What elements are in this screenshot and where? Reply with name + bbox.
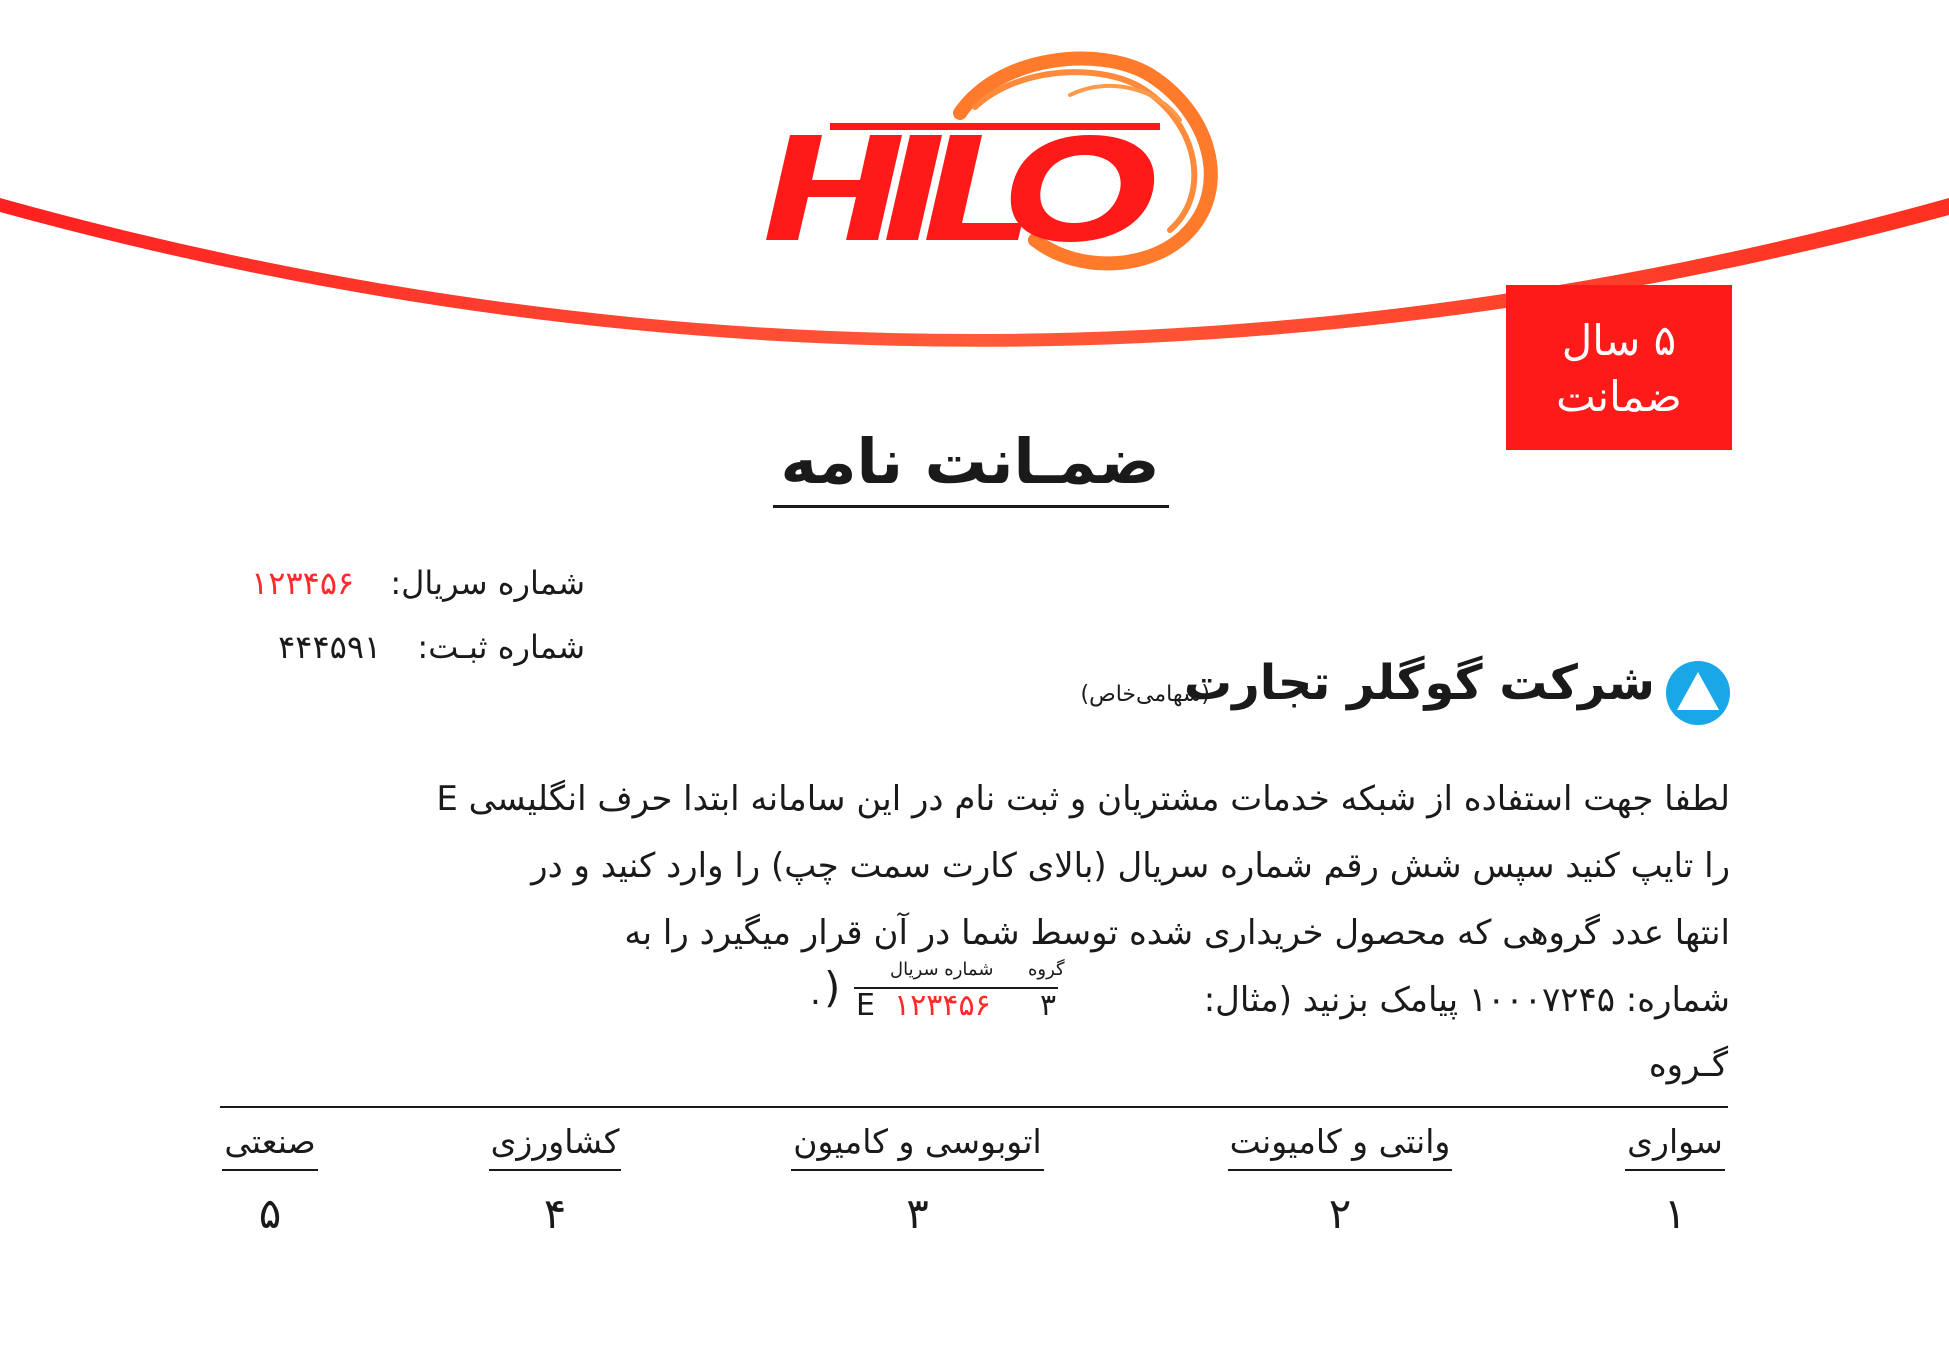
group-number-5: ۵ bbox=[258, 1189, 282, 1238]
group-column-5 bbox=[210, 1122, 330, 1238]
serial-number-value: ۱۲۳۴۵۶ bbox=[251, 564, 355, 602]
group-number-4: ۴ bbox=[543, 1189, 567, 1238]
title-underline bbox=[773, 505, 1169, 508]
group-number-2: ۲ bbox=[1328, 1189, 1352, 1238]
serial-number-row bbox=[215, 564, 585, 602]
group-name-3: اتوبوسی و کامیون bbox=[791, 1122, 1043, 1171]
triangle-circle-icon bbox=[1664, 659, 1732, 727]
group-number-3: ۳ bbox=[906, 1189, 929, 1238]
serial-number-label: شماره سریال: bbox=[390, 564, 585, 602]
example-group: ۳ bbox=[1040, 988, 1057, 1023]
group-number-1: ۱ bbox=[1663, 1189, 1687, 1238]
badge-label: ضمانت bbox=[1556, 372, 1682, 421]
warranty-badge bbox=[1506, 285, 1732, 450]
instructions-line-2: را تایپ کنید سپس شش رقم شماره سریال (بالای کارت سمت چپ) را وارد کنید و در bbox=[531, 846, 1730, 886]
badge-years: ۵ سال bbox=[1561, 316, 1677, 365]
group-column-1 bbox=[1620, 1122, 1730, 1238]
hilo-logo bbox=[760, 35, 1240, 275]
group-column-3 bbox=[780, 1122, 1055, 1238]
groups-table-rule bbox=[220, 1106, 1728, 1108]
page-title: ضمـانت نامه bbox=[780, 425, 1160, 498]
registration-number-label: شماره ثبـت: bbox=[417, 628, 585, 666]
example-letter: E bbox=[856, 988, 875, 1023]
example-serial-label: شماره سریال bbox=[890, 959, 994, 980]
sms-example bbox=[810, 955, 1080, 1025]
instructions-line-4: شماره: ۱۰۰۰۷۲۴۵ پیامک بزنید (مثال: bbox=[1203, 980, 1730, 1020]
instructions-line-3: انتها عدد گروهی که محصول خریداری شده توسط شما در آن قرار میگیرد را به bbox=[624, 913, 1730, 953]
instructions-line-1: لطفا جهت استفاده از شبکه خدمات مشتریان و ثبت نام در این سامانه ابتدا حرف انگلیسی E bbox=[436, 779, 1730, 819]
group-column-2 bbox=[1215, 1122, 1465, 1238]
groups-heading: گـروه bbox=[1648, 1045, 1728, 1085]
group-name-4: کشاورزی bbox=[489, 1122, 622, 1171]
company-type: (سهامی‌خاص) bbox=[1080, 682, 1210, 707]
example-close-paren: ) bbox=[824, 963, 841, 1012]
group-name-2: وانتی و کامیونت bbox=[1228, 1122, 1453, 1171]
group-column-4 bbox=[480, 1122, 630, 1238]
company-name: شرکت گوگلر تجارت bbox=[1183, 655, 1655, 711]
example-group-label: گروه bbox=[1028, 959, 1065, 980]
example-serial: ۱۲۳۴۵۶ bbox=[894, 988, 991, 1023]
registration-number-value: ۴۴۴۵۹۱ bbox=[278, 628, 382, 666]
group-name-1: سواری bbox=[1625, 1122, 1725, 1171]
example-close-punct: . bbox=[810, 973, 821, 1013]
registration-number-row bbox=[215, 628, 585, 666]
group-name-5: صنعتی bbox=[222, 1122, 317, 1171]
